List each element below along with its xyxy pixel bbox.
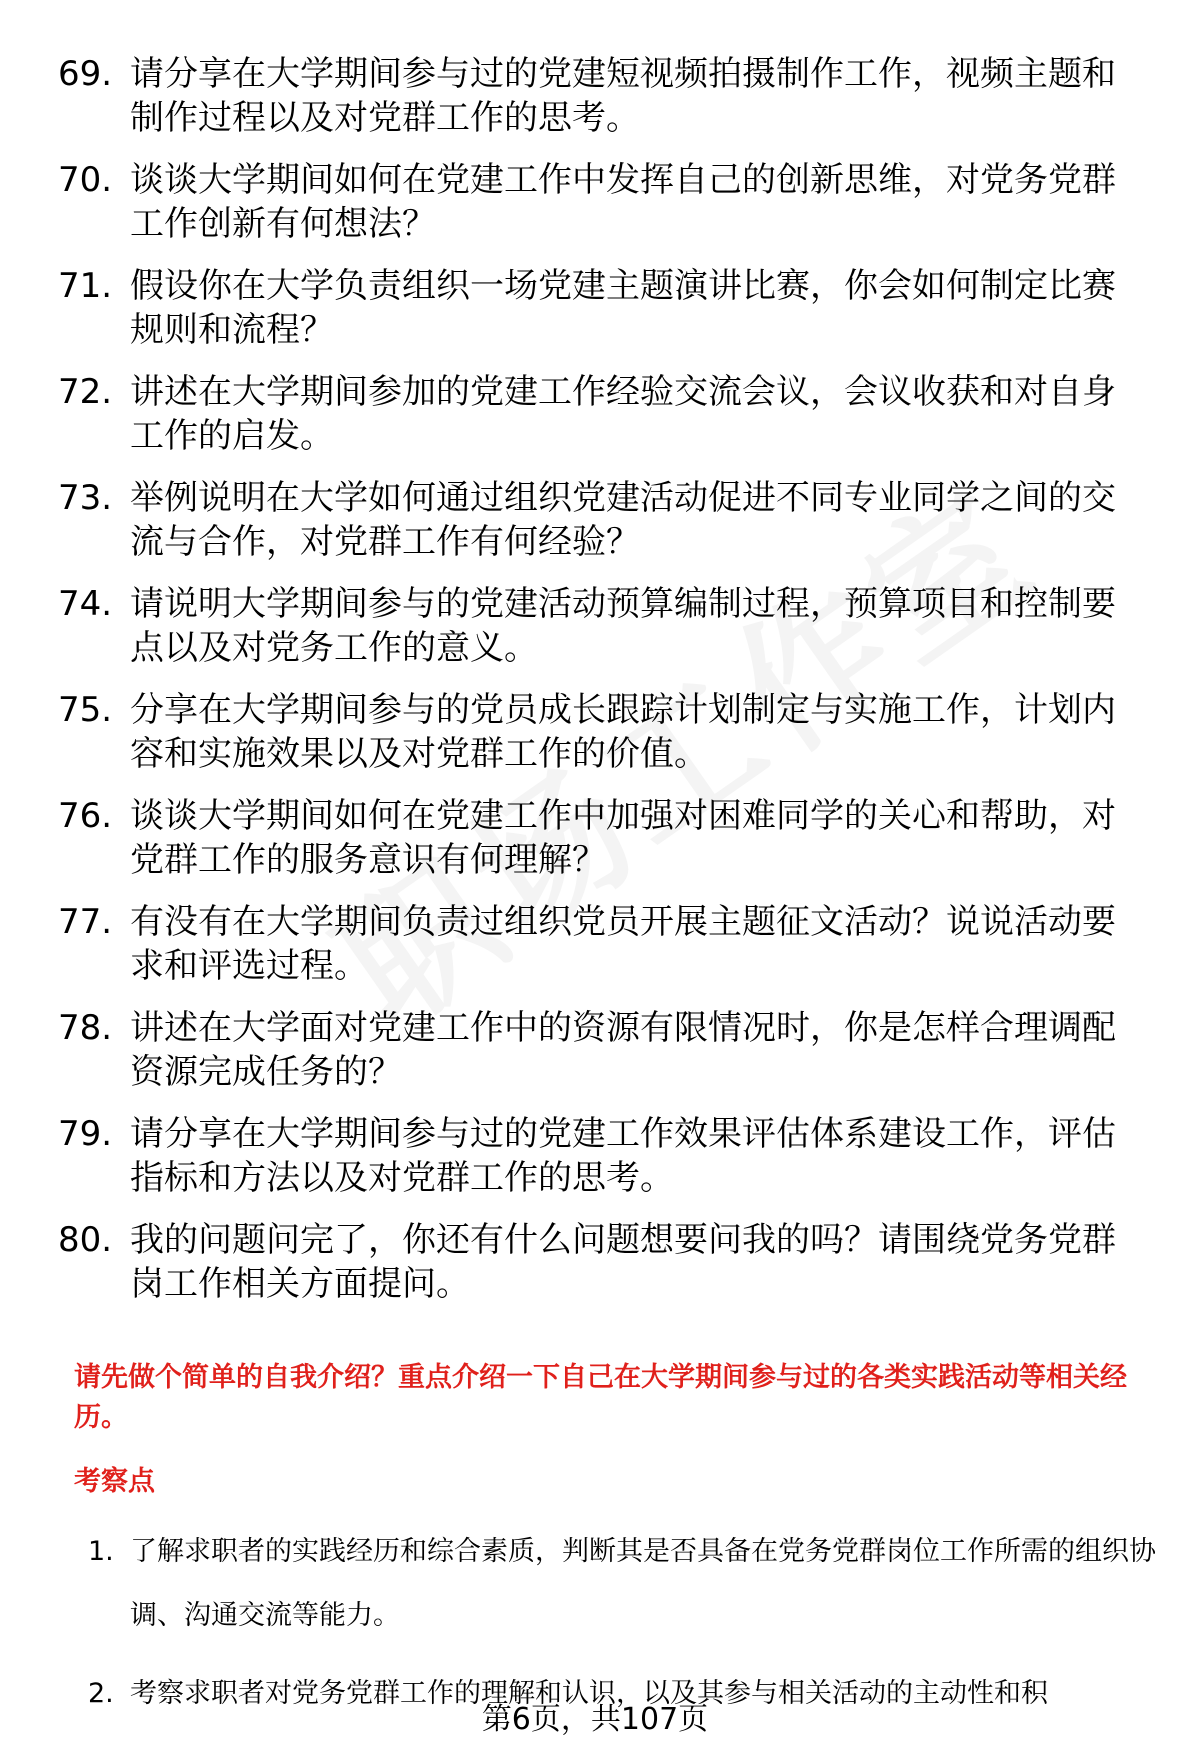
question-text: 我的问题问完了，你还有什么问题想要问我的吗？请围绕党务党群岗工作相关方面提问。 [130,1220,1116,1304]
question-item [58,582,1148,670]
question-item [58,264,1148,352]
question-text: 假设你在大学负责组织一场党建主题演讲比赛，你会如何制定比赛规则和流程？ [130,266,1116,350]
question-item [58,794,1148,882]
point-text: 了解求职者的实践经历和综合素质，判断其是否具备在党务党群岗位工作所需的组织协调、沟通交流等能力。 [130,1536,1156,1631]
point-number: 1. [88,1536,114,1567]
question-item [58,1218,1148,1306]
question-item [58,688,1148,776]
question-number: 77. [58,902,113,942]
question-item [58,1006,1148,1094]
question-text: 讲述在大学面对党建工作中的资源有限情况时，你是怎样合理调配资源完成任务的？ [130,1008,1116,1092]
question-number: 70. [58,160,113,200]
question-text: 举例说明在大学如何通过组织党建活动促进不同专业同学之间的交流与合作，对党群工作有何经验？ [130,478,1116,562]
question-item [58,52,1148,140]
assessment-point [88,1520,1158,1648]
question-text: 讲述在大学期间参加的党建工作经验交流会议，会议收获和对自身工作的启发。 [130,372,1116,456]
question-number: 80. [58,1220,113,1260]
question-number: 78. [58,1008,113,1048]
question-number: 69. [58,54,113,94]
page-footer: 第6页，共107页 [481,1702,709,1737]
point-text: 考察求职者对党务党群工作的理解和认识，以及其参与相关活动的主动性和积 [130,1678,1048,1709]
question-text: 谈谈大学期间如何在党建工作中加强对困难同学的关心和帮助，对党群工作的服务意识有何理解？ [130,796,1116,880]
question-number: 71. [58,266,113,306]
interview-prompt: 请先做个简单的自我介绍？重点介绍一下自己在大学期间参与过的各类实践活动等相关经历。 [74,1362,1127,1433]
question-text: 分享在大学期间参与的党员成长跟踪计划制定与实施工作，计划内容和实施效果以及对党群工作的价值。 [130,690,1116,774]
question-number: 75. [58,690,113,730]
question-item [58,1112,1148,1200]
question-number: 76. [58,796,113,836]
question-list [58,52,1148,1324]
question-number: 79. [58,1114,113,1154]
question-number: 73. [58,478,113,518]
question-item [58,370,1148,458]
question-item [58,900,1148,988]
point-number: 2. [88,1678,114,1709]
section-label: 考察点 [74,1466,155,1497]
question-text: 请分享在大学期间参与过的党建工作效果评估体系建设工作，评估指标和方法以及对党群工作的思考。 [130,1114,1116,1198]
question-item [58,158,1148,246]
question-number: 74. [58,584,113,624]
question-item [58,476,1148,564]
question-text: 谈谈大学期间如何在党建工作中发挥自己的创新思维，对党务党群工作创新有何想法？ [130,160,1116,244]
question-number: 72. [58,372,113,412]
question-text: 请分享在大学期间参与过的党建短视频拍摄制作工作，视频主题和制作过程以及对党群工作的思考。 [130,54,1116,138]
question-text: 请说明大学期间参与的党建活动预算编制过程，预算项目和控制要点以及对党务工作的意义。 [130,584,1116,668]
question-text: 有没有在大学期间负责过组织党员开展主题征文活动？说说活动要求和评选过程。 [130,902,1116,986]
